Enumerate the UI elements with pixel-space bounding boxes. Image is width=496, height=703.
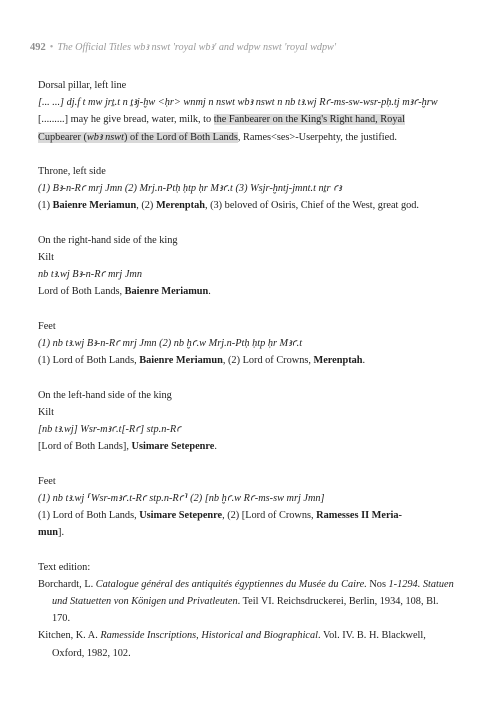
left-side-subheading: Kilt <box>38 406 55 418</box>
throne-rest: , (3) beloved of Osiris, Chief of the West, great god. <box>204 200 419 212</box>
right-side-transliteration: nb tꜣ.wj Bꜣ-n-Rꜥ mrj Jmn <box>38 269 142 281</box>
reference-kitchen <box>38 627 458 661</box>
feet1-mid: , (2) Lord of Crowns, <box>222 355 314 367</box>
feet2-pre: (1) Lord of Both Lands, <box>38 510 140 521</box>
ref2-author: Kitchen, K. A. <box>38 630 101 642</box>
feet1-post: . <box>362 355 366 367</box>
left-side-transliteration: [nb tꜣ.wj] Wsr-mꜣꜥ.t[-Rꜥ] stp.n-Rꜥ <box>38 424 181 435</box>
dorsal-translation <box>38 111 458 145</box>
ref1-publication: . Teil VI. Reichsdruckerei, Berlin, 1934, 108, Bl. 170. <box>52 596 439 625</box>
throne-name-2: Merenptah <box>155 200 205 212</box>
dorsal-translation-pre: [.........] may he give bread, water, milk, to <box>38 114 214 126</box>
throne-heading: Throne, left side <box>38 166 106 177</box>
ref1-nos: Nos <box>369 578 386 590</box>
running-header <box>30 42 476 53</box>
running-title: The Official Titles wbꜣ nswt 'royal wbꜣ' and wdpw nswt 'royal wdpw' <box>57 42 337 53</box>
right-side-translation <box>38 283 458 300</box>
highlight-text-c: ) of the Lord of Both Lands <box>124 131 238 143</box>
dorsal-transliteration: [... ...] dj.f t mw jrṯ.t n ṯꜣj-ḫw <ḥr> wnmj n nswt wbꜣ nswt n nb tꜣ.wj Rꜥ-ms-sw-wsr-pḥ.tj mꜣꜥ-ḫrw <box>38 97 438 109</box>
feet1-pre: (1) Lord of Both Lands, <box>38 355 140 367</box>
throne-transliteration: (1) Bꜣ-n-Rꜥ mrj Jmn (2) Mrj.n-Ptḥ ḥtp ḥr Mꜣꜥ.t (3) Wsjr-ḫntj-jmnt.t nṯr ꜥꜣ <box>38 183 342 195</box>
ref1-title: Catalogue général des antiquités égyptiennes du Musée du Caire. <box>95 578 370 590</box>
left-side-translation <box>38 438 458 455</box>
ref1-author: Borchardt, L. <box>38 578 96 590</box>
left-side-name: Usimare Setepenre <box>131 441 215 453</box>
feet1-heading: Feet <box>38 320 56 332</box>
throne-num-1: (1) <box>38 200 53 212</box>
page-body <box>38 77 458 662</box>
feet1-transliteration: (1) nb tꜣ.wj Bꜣ-n-Rꜥ mrj Jmn (2) nb ḫꜥ.w Mrj.n-Ptḥ ḥtp ḥr Mꜣꜥ.t <box>38 338 303 349</box>
left-side-heading: On the left-hand side of the king <box>38 389 172 401</box>
feet1-name-1: Baienre Meriamun <box>139 355 223 367</box>
highlight-text-a: Cupbearer ( <box>38 131 87 143</box>
highlighted-title-line-1: the Fanbearer on the King's Right hand, Royal <box>213 114 405 126</box>
ref1-range: 1-1294. Statuen und Statuetten von Königen und Privatleuten <box>52 578 454 607</box>
feet1-name-2: Merenptah <box>313 355 363 367</box>
throne-name-1: Baienre Meriamun <box>52 200 137 212</box>
text-edition-heading: Text edition: <box>38 561 91 573</box>
feet2-mid: , (2) [Lord of Crowns, <box>222 510 317 521</box>
feet2-transliteration: (1) nb tꜣ.wj ⸢Wsr-mꜣꜥ.t-Rꜥ stp.n-Rꜥ⸣ (2) [nb ḫꜥ.w Rꜥ-ms-sw mrj Jmn] <box>38 492 325 504</box>
feet2-name-1: Usimare Setepenre <box>139 510 223 521</box>
feet2-post: ]. <box>58 527 65 539</box>
header-bullet: • <box>49 42 54 53</box>
feet1-translation <box>38 352 458 369</box>
throne-translation <box>38 197 458 214</box>
ref2-title: Ramesside Inscriptions, Historical and Biographical <box>100 630 319 642</box>
ref2-publication: . Vol. IV. B. H. Blackwell, Oxford, 1982, 102. <box>52 630 426 659</box>
highlight-text-italic: wbꜣ nswt <box>86 131 125 143</box>
left-side-pre: [Lord of Both Lands], <box>38 441 132 453</box>
throne-num-2: , (2) <box>136 200 156 212</box>
feet2-heading: Feet <box>38 475 56 487</box>
dorsal-heading: Dorsal pillar, left line <box>38 80 127 91</box>
dorsal-translation-post: , Rames<ses>-Userpehty, the justified. <box>237 131 397 143</box>
reference-borchardt <box>38 576 458 628</box>
left-side-post: . <box>214 441 217 453</box>
right-side-post: . <box>208 286 211 298</box>
feet2-translation <box>38 507 458 541</box>
right-side-subheading: Kilt <box>38 252 55 263</box>
right-side-pre: Lord of Both Lands, <box>38 286 125 298</box>
feet2-name-2b: mun <box>38 527 59 539</box>
right-side-heading: On the right-hand side of the king <box>38 234 178 246</box>
right-side-name: Baienre Meriamun <box>124 286 209 298</box>
highlighted-title-line-2 <box>38 132 238 143</box>
feet2-name-2a: Ramesses II Meria- <box>316 510 402 521</box>
page-number: 492 <box>30 42 46 53</box>
